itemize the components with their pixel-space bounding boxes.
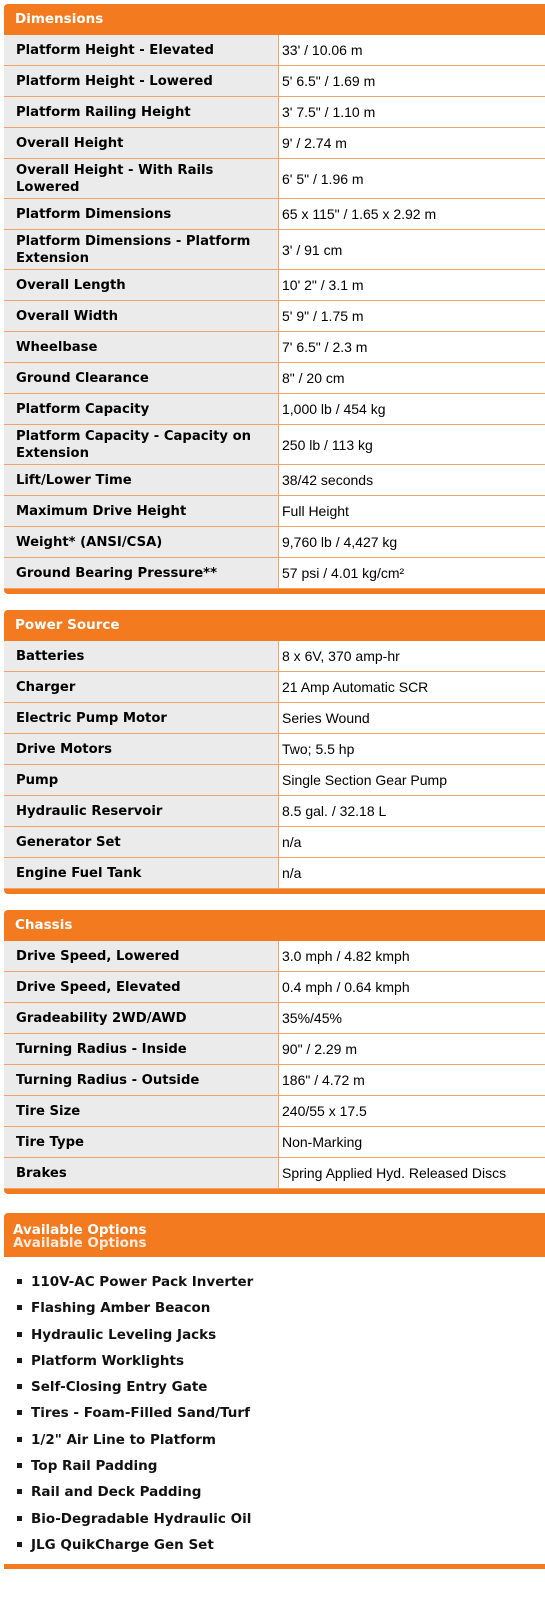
available-options-section — [4, 1213, 545, 1569]
spec-value: Single Section Gear Pump — [279, 765, 545, 796]
list-item — [16, 1430, 545, 1456]
square-bullet-icon — [17, 1437, 22, 1442]
spec-value: 5' 9" / 1.75 m — [279, 301, 545, 332]
table-row — [4, 1127, 545, 1158]
available-options-header — [4, 1213, 545, 1257]
options-list — [4, 1257, 545, 1561]
square-bullet-icon — [17, 1384, 22, 1389]
table-row — [4, 1065, 545, 1096]
table-row — [4, 765, 545, 796]
spec-label: Platform Height - Elevated — [4, 35, 279, 66]
spec-value: 5' 6.5" / 1.69 m — [279, 66, 545, 97]
spec-label: Generator Set — [4, 827, 279, 858]
section-gap — [0, 594, 545, 610]
list-item — [16, 1351, 545, 1377]
spec-value: 8 x 6V, 370 amp-hr — [279, 641, 545, 672]
spec-value: 65 x 115" / 1.65 x 2.92 m — [279, 199, 545, 230]
square-bullet-icon — [17, 1332, 22, 1337]
chassis-header: Chassis — [4, 910, 545, 941]
spec-label: Maximum Drive Height — [4, 496, 279, 527]
available-options-title-echo: Available Options — [13, 1235, 147, 1251]
option-label: Rail and Deck Padding — [31, 1484, 201, 1500]
spec-value: 7' 6.5" / 2.3 m — [279, 332, 545, 363]
spec-value: 1,000 lb / 454 kg — [279, 394, 545, 425]
list-item — [16, 1509, 545, 1535]
spec-label: Charger — [4, 672, 279, 703]
list-item — [16, 1272, 545, 1298]
section-gap — [0, 894, 545, 910]
square-bullet-icon — [17, 1516, 22, 1521]
list-item — [16, 1298, 545, 1324]
table-row — [4, 827, 545, 858]
option-label: Top Rail Padding — [31, 1458, 157, 1474]
list-item — [16, 1535, 545, 1561]
square-bullet-icon — [17, 1358, 22, 1363]
spec-label: Tire Type — [4, 1127, 279, 1158]
spec-label: Brakes — [4, 1158, 279, 1189]
table-row — [4, 270, 545, 301]
option-label: Tires - Foam-Filled Sand/Turf — [31, 1405, 250, 1421]
table-row — [4, 796, 545, 827]
spec-label: Ground Bearing Pressure** — [4, 558, 279, 589]
table-row — [4, 394, 545, 425]
power-source-table — [4, 641, 545, 889]
list-item — [16, 1482, 545, 1508]
option-label: Platform Worklights — [31, 1353, 184, 1369]
spec-value: 9,760 lb / 4,427 kg — [279, 527, 545, 558]
spec-value: n/a — [279, 858, 545, 889]
spec-value: 6' 5" / 1.96 m — [279, 159, 545, 199]
square-bullet-icon — [17, 1463, 22, 1468]
spec-value: Series Wound — [279, 703, 545, 734]
spec-value: 10' 2" / 3.1 m — [279, 270, 545, 301]
spec-label: Ground Clearance — [4, 363, 279, 394]
table-row — [4, 66, 545, 97]
spec-value: Two; 5.5 hp — [279, 734, 545, 765]
spec-label: Wheelbase — [4, 332, 279, 363]
dimensions-header: Dimensions — [4, 4, 545, 35]
spec-label: Platform Railing Height — [4, 97, 279, 128]
spec-label: Hydraulic Reservoir — [4, 796, 279, 827]
square-bullet-icon — [17, 1305, 22, 1310]
spec-label: Batteries — [4, 641, 279, 672]
table-row — [4, 425, 545, 465]
square-bullet-icon — [17, 1489, 22, 1494]
spec-value: 38/42 seconds — [279, 465, 545, 496]
list-item — [16, 1456, 545, 1482]
list-item — [16, 1403, 545, 1429]
option-label: 110V-AC Power Pack Inverter — [31, 1274, 253, 1290]
spec-label: Platform Capacity — [4, 394, 279, 425]
table-row — [4, 1003, 545, 1034]
table-row — [4, 230, 545, 270]
section-gap — [0, 1194, 545, 1213]
spec-label: Overall Height - With Rails Lowered — [4, 159, 279, 199]
spec-value: 3' / 91 cm — [279, 230, 545, 270]
spec-value: Spring Applied Hyd. Released Discs — [279, 1158, 545, 1189]
table-row — [4, 734, 545, 765]
table-row — [4, 332, 545, 363]
spec-label: Platform Capacity - Capacity on Extension — [4, 425, 279, 465]
square-bullet-icon — [17, 1542, 22, 1547]
table-row — [4, 941, 545, 972]
spec-value: 250 lb / 113 kg — [279, 425, 545, 465]
table-row — [4, 128, 545, 159]
spec-label: Drive Speed, Lowered — [4, 941, 279, 972]
list-item — [16, 1377, 545, 1403]
option-label: 1/2" Air Line to Platform — [31, 1432, 216, 1448]
spec-value: 0.4 mph / 0.64 kmph — [279, 972, 545, 1003]
spec-label: Overall Length — [4, 270, 279, 301]
option-label: JLG QuikCharge Gen Set — [31, 1537, 214, 1553]
spec-value: 186" / 4.72 m — [279, 1065, 545, 1096]
spec-label: Engine Fuel Tank — [4, 858, 279, 889]
spec-label: Gradeability 2WD/AWD — [4, 1003, 279, 1034]
spec-value: 35%/45% — [279, 1003, 545, 1034]
spec-label: Turning Radius - Inside — [4, 1034, 279, 1065]
dimensions-table — [4, 35, 545, 589]
table-row — [4, 159, 545, 199]
spec-page — [0, 4, 545, 1569]
square-bullet-icon — [17, 1410, 22, 1415]
option-label: Bio-Degradable Hydraulic Oil — [31, 1511, 251, 1527]
table-row — [4, 1034, 545, 1065]
spec-value: 3' 7.5" / 1.10 m — [279, 97, 545, 128]
spec-value: n/a — [279, 827, 545, 858]
spec-label: Tire Size — [4, 1096, 279, 1127]
spec-value: 8.5 gal. / 32.18 L — [279, 796, 545, 827]
table-row — [4, 527, 545, 558]
spec-value: 90" / 2.29 m — [279, 1034, 545, 1065]
spec-value: Full Height — [279, 496, 545, 527]
table-row — [4, 363, 545, 394]
chassis-table — [4, 941, 545, 1189]
spec-value: 8" / 20 cm — [279, 363, 545, 394]
spec-label: Platform Dimensions — [4, 199, 279, 230]
spec-value: Non-Marking — [279, 1127, 545, 1158]
option-label: Self-Closing Entry Gate — [31, 1379, 207, 1395]
spec-label: Platform Height - Lowered — [4, 66, 279, 97]
available-options-title: Available Options — [13, 1222, 147, 1238]
table-row — [4, 1158, 545, 1189]
table-row — [4, 465, 545, 496]
table-row — [4, 672, 545, 703]
spec-label: Drive Motors — [4, 734, 279, 765]
spec-value: 57 psi / 4.01 kg/cm² — [279, 558, 545, 589]
table-row — [4, 97, 545, 128]
section-footer-bar — [4, 1564, 545, 1569]
spec-value: 9' / 2.74 m — [279, 128, 545, 159]
list-item — [16, 1325, 545, 1351]
table-row — [4, 496, 545, 527]
spec-label: Turning Radius - Outside — [4, 1065, 279, 1096]
spec-label: Drive Speed, Elevated — [4, 972, 279, 1003]
option-label: Hydraulic Leveling Jacks — [31, 1327, 216, 1343]
table-row — [4, 703, 545, 734]
dimensions-section — [4, 4, 545, 594]
square-bullet-icon — [17, 1279, 22, 1284]
option-label: Flashing Amber Beacon — [31, 1300, 210, 1316]
table-row — [4, 858, 545, 889]
power-source-header: Power Source — [4, 610, 545, 641]
table-row — [4, 558, 545, 589]
table-row — [4, 301, 545, 332]
spec-label: Electric Pump Motor — [4, 703, 279, 734]
spec-value: 21 Amp Automatic SCR — [279, 672, 545, 703]
spec-label: Overall Height — [4, 128, 279, 159]
chassis-section — [4, 910, 545, 1194]
spec-value: 33' / 10.06 m — [279, 35, 545, 66]
spec-label: Platform Dimensions - Platform Extension — [4, 230, 279, 270]
spec-label: Pump — [4, 765, 279, 796]
spec-value: 240/55 x 17.5 — [279, 1096, 545, 1127]
spec-label: Weight* (ANSI/CSA) — [4, 527, 279, 558]
table-row — [4, 35, 545, 66]
table-row — [4, 199, 545, 230]
table-row — [4, 972, 545, 1003]
power-source-section — [4, 610, 545, 894]
spec-label: Overall Width — [4, 301, 279, 332]
spec-label: Lift/Lower Time — [4, 465, 279, 496]
table-row — [4, 641, 545, 672]
spec-value: 3.0 mph / 4.82 kmph — [279, 941, 545, 972]
table-row — [4, 1096, 545, 1127]
